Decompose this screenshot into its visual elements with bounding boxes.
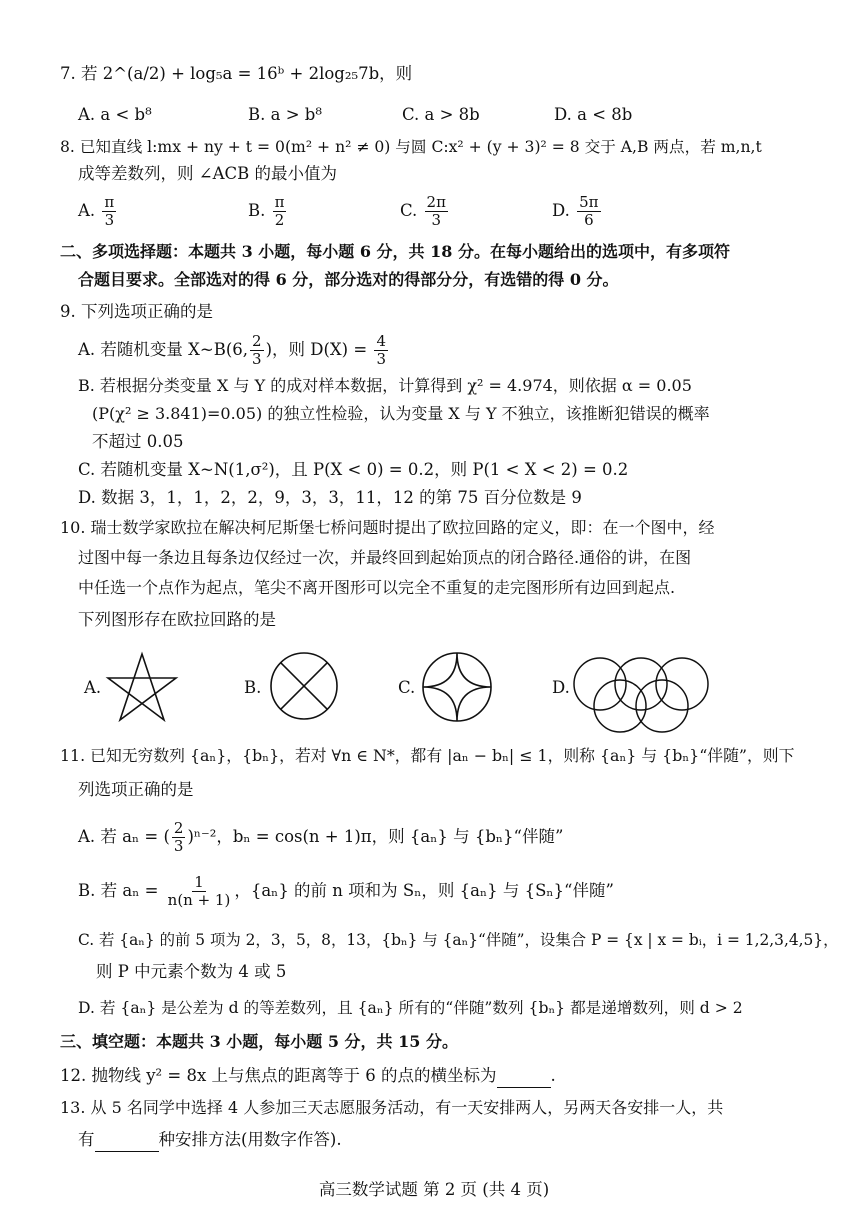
question-10-line3: 中任选一个点作为起点，笔尖不离开图形可以完全不重复的走完图形所有边回到起点. (78, 578, 676, 597)
option-label: D. (552, 201, 570, 220)
fraction (102, 194, 116, 229)
denominator: 2 (274, 211, 285, 229)
denominator: 3 (252, 350, 262, 368)
option-label: B. (248, 201, 266, 220)
question-12-text: 12. 抛物线 y² = 8x 上与焦点的距离等于 6 的点的横坐标为 (60, 1066, 497, 1085)
option-a-text-mid: )，则 D(X) = (265, 340, 368, 359)
question-10-line1: 10. 瑞士数学家欧拉在解决柯尼斯堡七桥问题时提出了欧拉回路的定义，即：在一个图中，经 (60, 518, 715, 537)
question-9-option-b-line2: (P(χ² ≥ 3.841)=0.05) 的独立性检验，认为变量 X 与 Y 不独立，该推断犯错误的概率 (92, 404, 710, 423)
question-7-option-a: A. a < b⁸ (78, 105, 152, 124)
option-a-text-pre: A. 若随机变量 X~B(6, (78, 340, 249, 359)
question-12-period: . (550, 1066, 556, 1085)
question-8-option-b (248, 194, 288, 229)
question-11-option-d: D. 若 {aₙ} 是公差为 d 的等差数列，且 {aₙ} 所有的“伴随”数列 {bₙ} 都是递增数列，则 d > 2 (78, 999, 743, 1017)
denominator: n(n + 1) (167, 891, 231, 909)
numerator: 2 (252, 332, 262, 350)
question-13-line2 (78, 1128, 342, 1152)
numerator: 2π (426, 193, 446, 211)
question-9-option-b-line3: 不超过 0.05 (92, 432, 184, 451)
numerator: 2 (173, 819, 184, 837)
option-a-text-pre: A. 若 aₙ = ( (78, 827, 170, 846)
circle-with-cross-icon (268, 650, 340, 722)
denominator: 3 (173, 837, 184, 855)
question-13-text-pre: 有 (78, 1130, 95, 1149)
question-8-option-d (552, 194, 603, 229)
question-9-option-b-line1: B. 若根据分类变量 X 与 Y 的成对样本数据，计算得到 χ² = 4.974，则依据 α = 0.05 (78, 376, 692, 395)
question-11-option-c-line2: 则 P 中元素个数为 4 或 5 (96, 962, 287, 981)
olympic-rings-icon (568, 654, 714, 736)
figure-label-b: B. (244, 678, 262, 697)
question-7-stem: 7. 若 2^(a/2) + log₅a = 16ᵇ + 2log₂₅7b，则 (60, 64, 413, 83)
denominator: 3 (431, 211, 442, 229)
figure-label-d: D. (552, 678, 570, 697)
numerator: 5π (579, 193, 599, 211)
question-9-option-d: D. 数据 3，1，1，2，2，9，3，3，11，12 的第 75 百分位数是 9 (78, 488, 582, 507)
section-3-heading: 三、填空题：本题共 3 小题，每小题 5 分，共 15 分。 (60, 1032, 458, 1051)
numerator: 4 (376, 332, 386, 350)
denominator: 3 (376, 350, 386, 368)
question-9-option-c: C. 若随机变量 X~N(1,σ²)，且 P(X < 0) = 0.2，则 P(1 < X < 2) = 0.2 (78, 460, 629, 479)
question-8-stem-line2: 成等差数列，则 ∠ACB 的最小值为 (78, 164, 337, 183)
option-label: C. (400, 201, 418, 220)
denominator: 6 (584, 211, 594, 229)
fraction (250, 333, 264, 368)
answer-blank[interactable] (95, 1133, 159, 1152)
question-13-text-post: 种安排方法(用数字作答). (158, 1130, 342, 1149)
question-12 (60, 1064, 556, 1088)
option-b-text-post: ，{aₙ} 的前 n 项和为 Sₙ，则 {aₙ} 与 {Sₙ}“伴随” (234, 881, 614, 900)
question-11-option-c-line1: C. 若 {aₙ} 的前 5 项为 2，3，5，8，13，{bₙ} 与 {aₙ}“伴随”，设集合 P = {x | x = bᵢ，i = 1,2,3,4,5}， (78, 931, 839, 949)
section-2-heading-line1: 二、多项选择题：本题共 3 小题，每小题 6 分，共 18 分。在每小题给出的选项中，有多项符 (60, 242, 730, 261)
question-7-option-c: C. a > 8b (402, 105, 480, 124)
fraction (172, 820, 186, 855)
question-11-line2: 列选项正确的是 (78, 780, 194, 799)
page-footer: 高三数学试题 第 2 页 (共 4 页) (318, 1180, 550, 1199)
question-11-line1: 11. 已知无穷数列 {aₙ}，{bₙ}，若对 ∀n ∈ N*，都有 |aₙ − bₙ| ≤ 1，则称 {aₙ} 与 {bₙ}“伴随”，则下 (60, 746, 795, 765)
answer-blank[interactable] (497, 1069, 551, 1088)
question-9-option-a (78, 333, 390, 368)
fraction (425, 194, 448, 229)
figure-label-c: C. (398, 678, 416, 697)
question-8-option-a (78, 194, 118, 229)
numerator: π (274, 193, 285, 211)
question-11-option-b (78, 874, 614, 909)
question-10-line2: 过图中每一条边且每条边仅经过一次，并最终回到起始顶点的闭合路径.通俗的讲，在图 (78, 548, 692, 567)
question-9-stem: 9. 下列选项正确的是 (60, 302, 213, 321)
circle-with-astroid-icon (420, 650, 494, 724)
question-7-option-d: D. a < 8b (554, 105, 633, 124)
fraction (374, 333, 388, 368)
fraction (166, 874, 233, 909)
denominator: 3 (104, 211, 115, 229)
question-8-option-c (400, 194, 450, 229)
question-13-line1: 13. 从 5 名同学中选择 4 人参加三天志愿服务活动，有一天安排两人，另两天各安排一人，共 (60, 1098, 724, 1117)
numerator: π (104, 193, 115, 211)
question-7-option-b: B. a > b⁸ (248, 105, 322, 124)
option-label: A. (78, 201, 96, 220)
question-8-stem-line1: 8. 已知直线 l:mx + ny + t = 0(m² + n² ≠ 0) 与圆 C:x² + (y + 3)² = 8 交于 A,B 两点，若 m,n,t (60, 138, 762, 156)
pentagram-icon (104, 650, 180, 724)
fraction (273, 194, 287, 229)
figure-label-a: A. (84, 678, 102, 697)
option-a-text-post: )ⁿ⁻²，bₙ = cos(n + 1)π，则 {aₙ} 与 {bₙ}“伴随” (187, 827, 564, 846)
fraction (577, 194, 600, 229)
question-10-line4: 下列图形存在欧拉回路的是 (78, 610, 276, 629)
numerator: 1 (194, 873, 204, 891)
section-2-heading-line2: 合题目要求。全部选对的得 6 分，部分选对的得部分分，有选错的得 0 分。 (78, 270, 619, 289)
option-b-text-pre: B. 若 aₙ = (78, 881, 159, 900)
question-11-option-a (78, 820, 563, 855)
